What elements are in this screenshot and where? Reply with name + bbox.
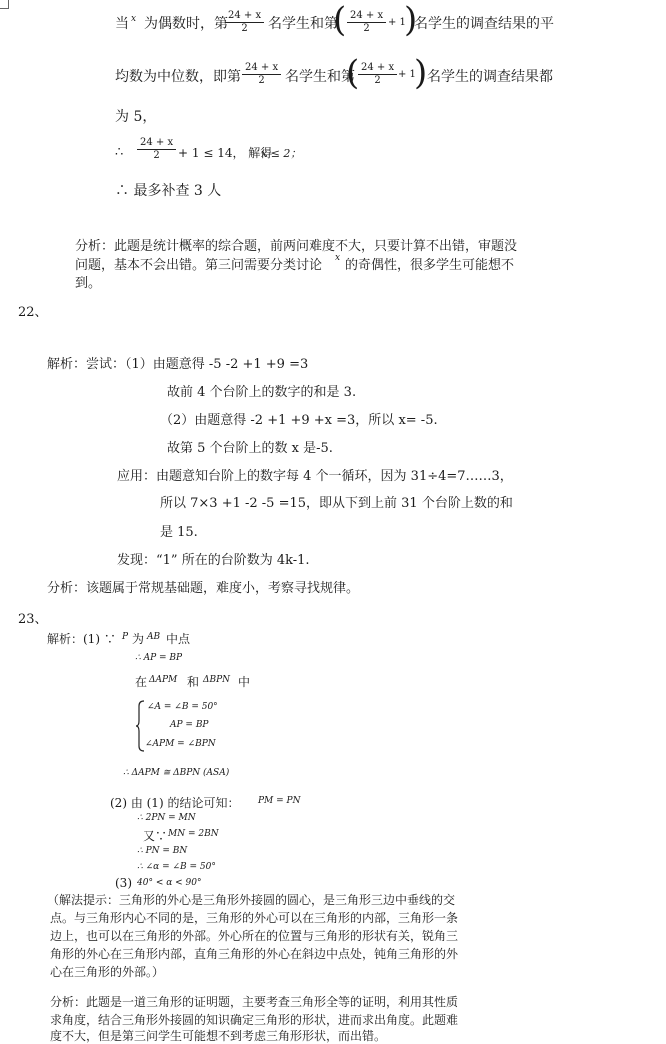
p22-line2: 故前 4 个台阶上的数字的和是 3. [167, 385, 357, 400]
p23-hint-line2: 点。与三角形内心不同的是，三角形的外心可以在三角形的内部，三角形一条 [50, 911, 459, 925]
p21-fraction-1: $\frac{24 + x}{2}$ [225, 10, 264, 35]
p21-fraction-2: $\frac{24 + x}{2}$ [347, 10, 386, 35]
p22-line1: 解析：尝试：（1）由题意得 -5 -2 +1 +9 =3 [47, 357, 309, 372]
p21-left-paren-2: ( [346, 53, 360, 93]
p22-line6: 所以 7×3 +1 -2 -5 =15，即从下到上前 31 个台阶上数的和 [160, 496, 513, 511]
p23-alpha-b: ∴ ∠α = ∠B = 50° [137, 862, 216, 872]
p22-line8: 发现：“1” 所在的台阶数为 4k-1. [117, 553, 310, 568]
p21-plus-one-2: + 1 [398, 69, 416, 80]
p21-line2-end: 名学生的调查结果都 [427, 69, 553, 85]
p21-plus-one-1: + 1 [388, 17, 406, 28]
p23-analysis-line2: 求角度，结合三角形外接圆的知识确定三角形的形状，进而求出角度。此题难 [50, 1013, 459, 1027]
p23-line1-wei: 为 [132, 632, 145, 646]
p23-line1-end: 中点 [166, 632, 191, 646]
p23-system-line1: ∠A = ∠B = 50° [147, 702, 218, 712]
p22-line4: 故第 5 个台阶上的数 x 是-5. [167, 441, 333, 456]
p21-analysis-var-x: x [335, 253, 341, 263]
p23-hint-line5: 心在三角形的外部。） [50, 965, 165, 979]
p21-fraction-4: $\frac{24 + x}{2}$ [358, 62, 397, 87]
p23-heading: 23、 [18, 612, 48, 627]
p23-system-line2: AP = BP [170, 720, 209, 730]
p23-pn-bn: ∴ PN = BN [137, 846, 188, 856]
p23-var-ab: AB [147, 632, 161, 642]
p21-line1-mid2: 名学生和第 [268, 16, 338, 32]
p21-line1-end: 名学生的调查结果的平 [414, 16, 554, 32]
p21-var-x: x [131, 14, 137, 24]
p23-you: 又∵ [143, 829, 168, 843]
p21-fraction-5: $\frac{24 + x}{2}$ [137, 137, 176, 162]
p21-right-paren-1: ) [404, 0, 418, 40]
p22-line5: 应用：由题意知台阶上的数字每 4 个一循环，因为 31÷4=7……3， [117, 469, 513, 484]
p23-mn-2bn: MN = 2BN [168, 829, 219, 839]
p21-therefore: ∴ [115, 145, 124, 160]
p23-tri-bpn: ΔBPN [203, 675, 231, 685]
p21-fraction-3: $\frac{24 + x}{2}$ [242, 62, 281, 87]
page-corner-mark [0, 0, 9, 9]
p23-pm-pn: PM = PN [258, 796, 301, 806]
p23-line3-he: 和 [187, 675, 200, 689]
p23-congruence: ∴ ΔAPM ≅ ΔBPN (ASA) [123, 768, 230, 778]
p22-line7: 是 15. [160, 525, 198, 540]
p23-hint-line4: 角形的外心在三角形内部，直角三角形的外心在斜边中点处，钝角三角形的外 [50, 947, 459, 961]
p21-analysis-line2a: 问题，基本不会出错。第三问需要分类讨论 [75, 258, 323, 273]
p23-tri-apm: ΔAPM [149, 675, 178, 685]
p21-line3: 为 5， [115, 109, 157, 125]
p21-conclusion: ∴ 最多补查 3 人 [115, 183, 222, 199]
p21-analysis-line1: 分析：此题是统计概率的综合题，前两问难度不大，只要计算不出错，审题没 [75, 239, 518, 254]
p23-analysis-line3: 度不大，但是第三问学生可能想不到考虑三角形形状，而出错。 [50, 1029, 387, 1043]
p23-analysis-line1: 分析：此题是一道三角形的证明题，主要考查三角形全等的证明，利用其性质 [50, 995, 459, 1009]
p23-part2-start: (2) 由 (1) 的结论可知： [110, 796, 240, 810]
p21-inequality: + 1 ≤ 14， 解得 [178, 146, 273, 160]
p21-analysis-line2b: 的奇偶性，很多学生可能想不 [345, 258, 515, 273]
p21-line1-mid: 为偶数时，第 [144, 16, 228, 32]
p22-heading: 22、 [18, 305, 48, 320]
p22-analysis: 分析：该题属于常规基础题，难度小，考察寻找规律。 [47, 581, 360, 596]
p23-2pn-mn: ∴ 2PN = MN [137, 813, 196, 823]
p21-line2-start: 均数为中位数，即第 [115, 69, 241, 85]
p23-line3-end: 中 [238, 675, 251, 689]
p22-line3: （2）由题意得 -2 +1 +9 +x =3，所以 x= -5. [160, 413, 438, 428]
p23-hint-line3: 边上，也可以在三角形的外部。外心所在的位置与三角形的形状有关，锐角三 [50, 929, 459, 943]
p21-line1-start: 当 [115, 16, 129, 32]
p21-analysis-line3: 到。 [75, 276, 102, 291]
p21-solution: x ≤ 2； [261, 147, 302, 160]
p23-part3-range: 40° < α < 90° [137, 878, 202, 888]
p23-part3-label: (3) [115, 876, 132, 890]
p23-hint-line1: （解法提示：三角形的外心是三角形外接圆的圆心，是三角形三边中垂线的交 [47, 893, 456, 907]
p23-line3-zai: 在 [135, 675, 148, 689]
p23-line1-start: 解析：(1) ∵ [47, 632, 116, 646]
p21-left-paren-1: ( [333, 0, 347, 40]
p23-system-line3: ∠APM = ∠BPN [145, 739, 216, 749]
p21-line2-mid: 名学生和第 [285, 69, 355, 85]
p23-ap-bp: ∴ AP = BP [135, 653, 183, 663]
p21-right-paren-2: ) [414, 53, 428, 93]
p23-var-p: P [122, 632, 129, 642]
